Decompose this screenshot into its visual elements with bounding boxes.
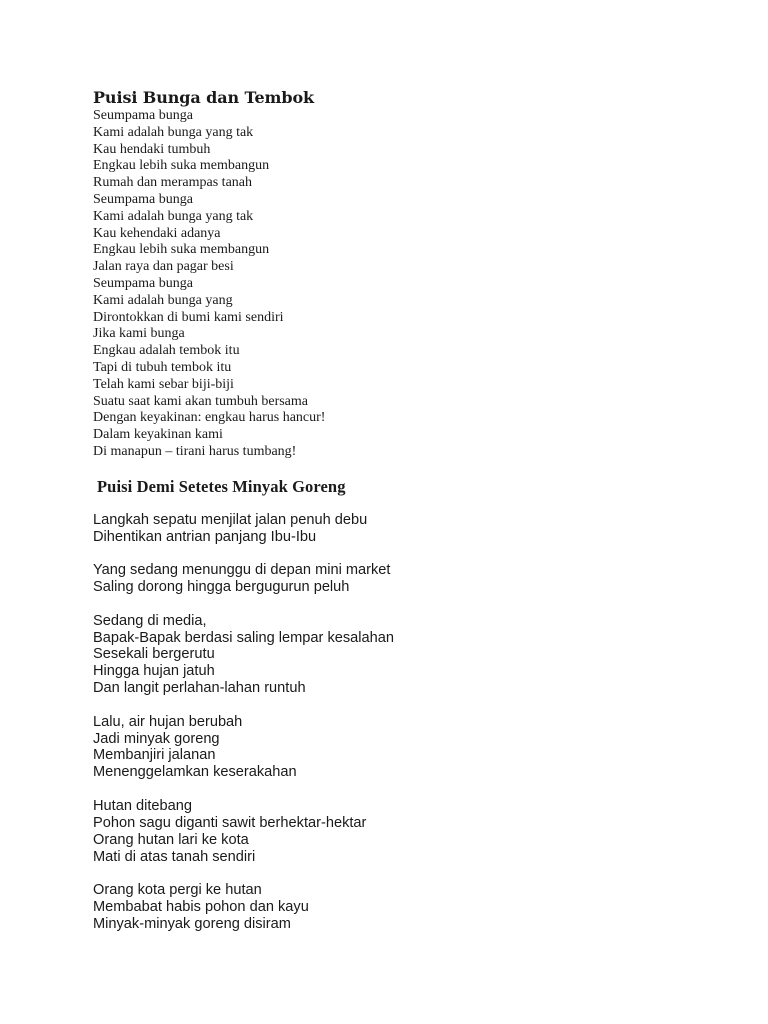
poem-line: Dihentikan antrian panjang Ibu-Ibu (93, 528, 317, 545)
stanza (93, 798, 713, 866)
stanza (93, 512, 713, 546)
poem-line: Suatu saat kami akan tumbuh bersama (93, 393, 308, 409)
stanza (93, 562, 713, 596)
poem-line: Seumpama bunga (93, 275, 193, 291)
poem-line: Lalu, air hujan berubah (93, 713, 243, 730)
poem-title-minyak-goreng: Puisi Demi Setetes Minyak Goreng (97, 477, 346, 496)
poem-line: Seumpama bunga (93, 108, 193, 123)
poem-line: Hutan ditebang (93, 797, 192, 814)
poem-line: Telah kami sebar biji-biji (93, 376, 234, 392)
poem-line: Engkau lebih suka membangun (93, 158, 270, 174)
poem-line: Kami adalah bunga yang (93, 292, 233, 308)
poem-line: Membanjiri jalanan (93, 747, 216, 764)
poem-line: Mati di atas tanah sendiri (93, 848, 256, 865)
poem-line: Jadi minyak goreng (93, 730, 220, 747)
poem-line: Orang hutan lari ke kota (93, 831, 249, 848)
poem-line: Sesekali bergerutu (93, 646, 215, 663)
poem-line: Kau kehendaki adanya (93, 225, 221, 241)
poem-line: Jika kami bunga (93, 326, 185, 342)
poem-line: Bapak-Bapak berdasi saling lempar kesalahan (93, 629, 394, 646)
poem-line: Tapi di tubuh tembok itu (93, 359, 232, 375)
poem-line: Rumah dan merampas tanah (93, 175, 253, 191)
poem-line: Minyak-minyak goreng disiram (93, 915, 291, 932)
poem-line: Langkah sepatu menjilat jalan penuh debu (93, 512, 368, 528)
poem-line: Sedang di media, (93, 612, 207, 629)
poem-line: Menenggelamkan keserakahan (93, 764, 297, 781)
stanza (93, 613, 713, 698)
poem-line: Hingga hujan jatuh (93, 663, 215, 680)
poem-line: Membabat habis pohon dan kayu (93, 898, 309, 915)
stanza (93, 882, 713, 933)
poem-line: Dalam keyakinan kami (93, 427, 223, 443)
poem-line: Orang kota pergi ke hutan (93, 881, 262, 898)
poem-line: Engkau lebih suka membangun (93, 242, 270, 258)
poem-line: Kami adalah bunga yang tak (93, 208, 254, 224)
poem-line: Yang sedang menunggu di depan mini market (93, 562, 391, 579)
poem-line: Di manapun – tirani harus tumbang! (93, 443, 297, 459)
poem-title: Puisi Bunga dan Tembok (93, 88, 314, 107)
poem-line: Seumpama bunga (93, 191, 193, 207)
poem-lines (93, 108, 693, 461)
poem-line: Dengan keyakinan: engkau harus hancur! (93, 410, 326, 426)
poem-line: Dirontokkan di bumi kami sendiri (93, 309, 284, 325)
poem-demi-setetes-minyak-goreng (93, 512, 713, 949)
poem-line: Pohon sagu diganti sawit berhektar-hektar (93, 814, 367, 831)
poem-line: Engkau adalah tembok itu (93, 343, 240, 359)
poem-line: Kau hendaki tumbuh (93, 141, 211, 157)
poem-line: Kami adalah bunga yang tak (93, 124, 254, 140)
stanza (93, 714, 713, 782)
poem-line: Saling dorong hingga bergugurun peluh (93, 579, 350, 596)
poem-line: Dan langit perlahan-lahan runtuh (93, 680, 306, 697)
poem-line: Jalan raya dan pagar besi (93, 259, 234, 275)
poem-bunga-dan-tembok (93, 88, 693, 461)
